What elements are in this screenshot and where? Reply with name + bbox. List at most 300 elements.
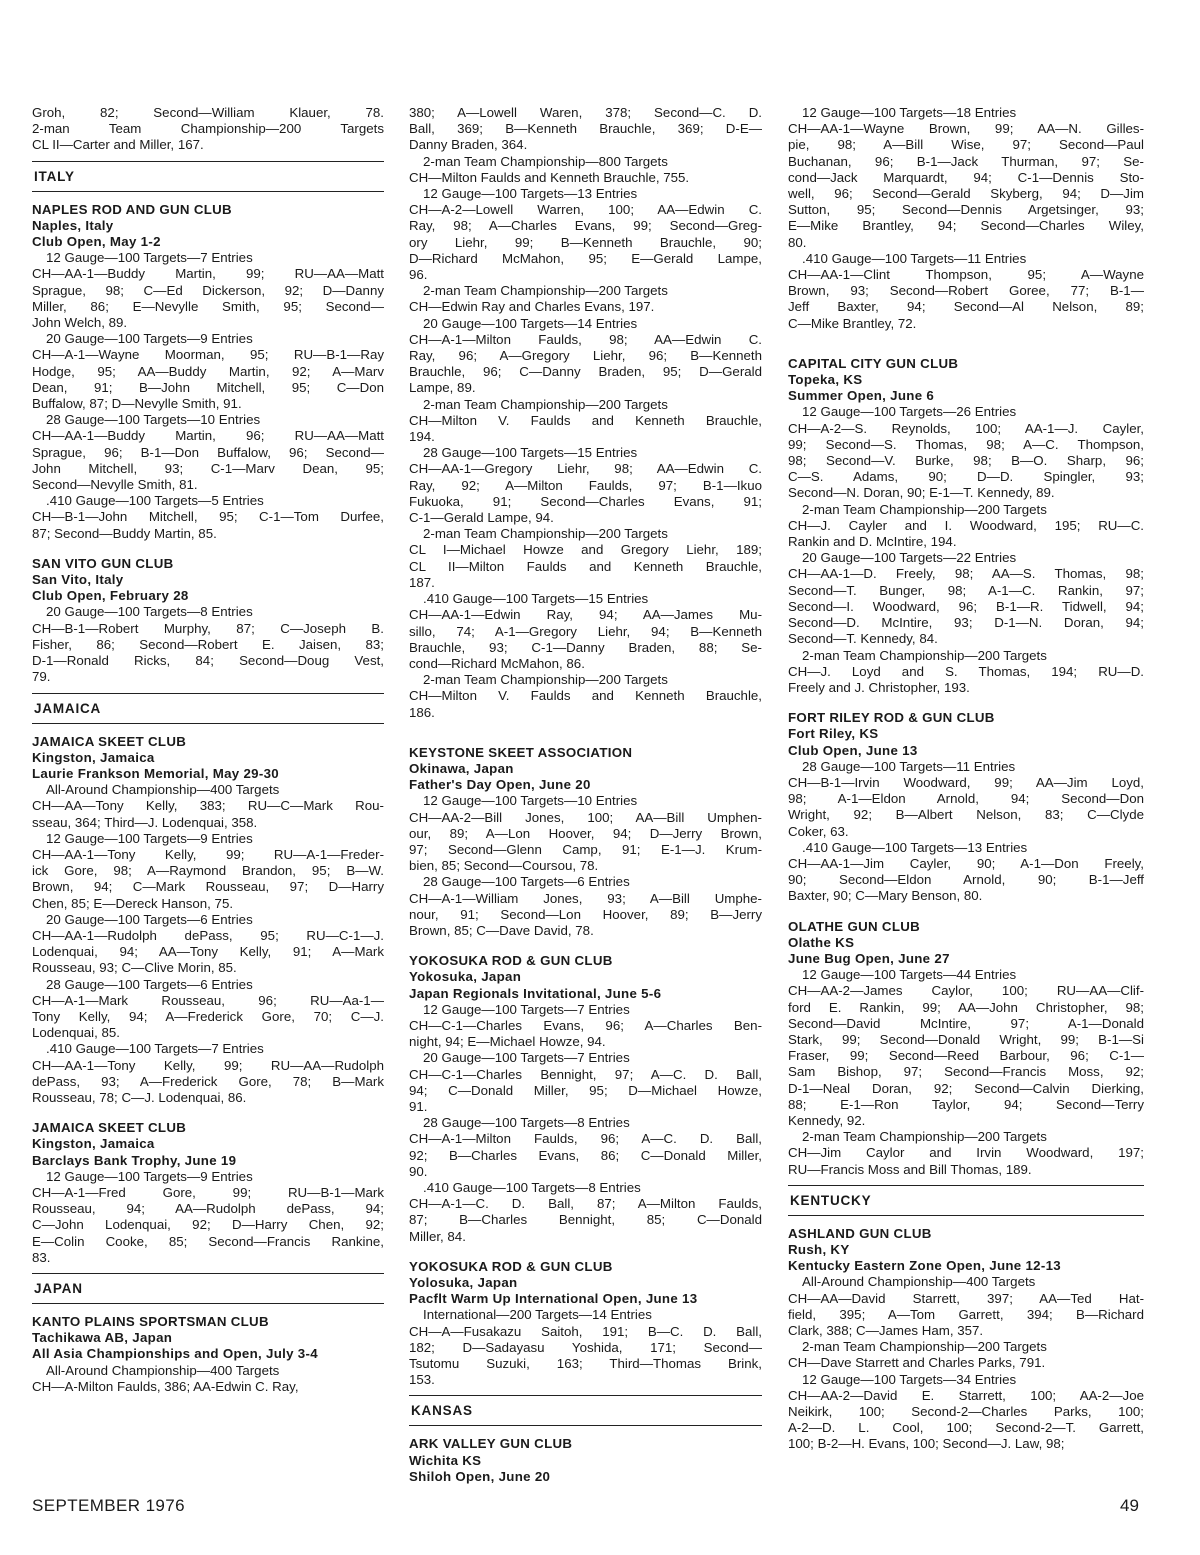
text-line: CH—Edwin Ray and Charles Evans, 197. — [409, 299, 655, 315]
text-line: CH—Dave Starrett and Charles Parks, 791. — [788, 1355, 1046, 1371]
results-paragraph — [788, 648, 1144, 697]
club-name: KEYSTONE SKEET ASSOCIATION — [409, 744, 633, 760]
text-line: CH—Milton V. Faulds and Kenneth Brauchle, — [409, 412, 762, 428]
text-line: Second—N. Doran, 90; E-1—T. Kennedy, 89. — [788, 485, 1055, 501]
text-line: Chen, 85; E—Dereck Hanson, 75. — [32, 895, 234, 911]
section-title: JAMAICA — [34, 700, 102, 716]
text-line: 28 Gauge—100 Targets—6 Entries — [423, 874, 630, 890]
section-header — [32, 161, 384, 192]
club-location: Topeka, KS — [788, 372, 863, 388]
text-line: Ray, 96; A—Gregory Liehr, 96; B—Kenneth — [409, 348, 762, 364]
results-paragraph — [32, 493, 384, 542]
section-header — [32, 693, 384, 724]
event-title: June Bug Open, June 27 — [788, 950, 950, 966]
text-line: 20 Gauge—100 Targets—22 Entries — [802, 550, 1017, 566]
results-paragraph — [32, 831, 384, 912]
text-line: 2-man Team Championship—200 Targets — [802, 1129, 1047, 1145]
club-name: YOKOSUKA ROD & GUN CLUB — [409, 953, 613, 969]
text-line: Tsutomu Suzuki, 163; Third—Thomas Brink, — [409, 1356, 762, 1372]
club-name: FORT RILEY ROD & GUN CLUB — [788, 710, 995, 726]
results-paragraph — [788, 1339, 1144, 1371]
results-paragraph — [409, 105, 762, 154]
results-paragraph — [788, 550, 1144, 647]
club-location: Naples, Italy — [32, 217, 114, 233]
club-name: KANTO PLAINS SPORTSMAN CLUB — [32, 1314, 269, 1329]
text-line: 153. — [409, 1372, 435, 1388]
club-heading — [409, 745, 762, 794]
text-line: CH—AA-2—James Caylor, 100; RU—AA—Clif- — [788, 983, 1144, 999]
text-line: 2-man Team Championship—200 Targets — [423, 396, 668, 412]
text-line: E—Colin Cooke, 85; Second—Francis Rankine, — [32, 1233, 384, 1249]
text-line: Second—D. McIntire, 93; D-1—N. Doran, 94; — [788, 615, 1144, 631]
results-paragraph — [32, 331, 384, 412]
event-title: Shiloh Open, June 20 — [409, 1468, 551, 1484]
text-line: 20 Gauge—100 Targets—6 Entries — [46, 911, 253, 927]
text-line: CL I—Michael Howze and Gregory Liehr, 189; — [409, 542, 762, 558]
text-line: ford E. Rankin, 99; AA—John Christopher, 98; — [788, 999, 1144, 1015]
spacer — [409, 939, 762, 953]
text-line: .410 Gauge—100 Targets—13 Entries — [802, 839, 1028, 855]
results-paragraph — [788, 1274, 1144, 1339]
text-line: CH—AA-1—Gregory Liehr, 98; AA—Edwin C. — [409, 461, 762, 477]
text-line: 80. — [788, 234, 807, 250]
text-line: 187. — [409, 574, 435, 590]
text-line: All-Around Championship—400 Targets — [802, 1274, 1036, 1290]
club-name: OLATHE GUN CLUB — [788, 918, 921, 934]
text-line: Fukuoka, 91; Second—Charles Evans, 91; — [409, 493, 762, 509]
event-title: Japan Regionals Invitational, June 5-6 — [409, 985, 662, 1001]
text-line: 90. — [409, 1163, 428, 1179]
text-line: 28 Gauge—100 Targets—8 Entries — [423, 1115, 630, 1131]
club-location: Yokosuka, Japan — [409, 969, 522, 985]
text-line: 12 Gauge—100 Targets—7 Entries — [46, 250, 253, 266]
text-line: Second—T. Bunger, 98; A-1—C. Rankin, 97; — [788, 582, 1144, 598]
club-name: JAMAICA SKEET CLUB — [32, 1120, 187, 1136]
event-title: All Asia Championships and Open, July 3-4 — [32, 1346, 318, 1362]
text-line: CH—AA-1—Tony Kelly, 99; RU—A-1—Freder- — [32, 846, 384, 862]
text-line: 12 Gauge—100 Targets—44 Entries — [802, 967, 1017, 983]
results-paragraph — [32, 1363, 384, 1395]
text-line: A-2—D. L. Cool, 100; Second-2—T. Garrett, — [788, 1420, 1144, 1436]
text-line: D-1—Neal Doran, 92; Second—Calvin Dierking, — [788, 1080, 1144, 1096]
text-line: field, 395; A—Tom Garrett, 394; B—Richard — [788, 1306, 1144, 1322]
results-paragraph — [409, 283, 762, 315]
results-paragraph — [788, 1372, 1144, 1453]
text-line: sillo, 74; A-1—Gregory Liehr, 94; B—Kenneth — [409, 623, 762, 639]
results-paragraph — [409, 1050, 762, 1115]
text-line: Danny Braden, 364. — [409, 137, 528, 153]
text-line: CH—B-1—Robert Murphy, 87; C—Joseph B. — [32, 620, 384, 636]
text-line: CL II—Carter and Miller, 167. — [32, 137, 204, 153]
results-paragraph — [32, 250, 384, 331]
text-line: 2-man Team Championship—200 Targets — [32, 121, 384, 137]
text-line: John Mitchell, 93; C-1—Marv Dean, 95; — [32, 460, 384, 476]
spacer — [409, 721, 762, 745]
results-paragraph — [32, 604, 384, 685]
section-rule-bottom — [32, 191, 384, 192]
text-line: Fisher, 86; Second—Robert E. Jaisen, 83; — [32, 636, 384, 652]
section-header — [409, 1395, 762, 1426]
text-line: 12 Gauge—100 Targets—9 Entries — [46, 830, 253, 846]
text-line: 2-man Team Championship—800 Targets — [423, 153, 668, 169]
text-line: CH—A-1—William Jones, 93; A—Bill Umphe- — [409, 890, 762, 906]
club-location: Kingston, Jamaica — [32, 1136, 155, 1152]
spacer — [788, 905, 1144, 919]
footer-date: SEPTEMBER 1976 — [32, 1496, 185, 1515]
text-line: Miller, 86; E—Nevylle Smith, 95; Second— — [32, 298, 384, 314]
text-line: Lodenquai, 94; AA—Tony Kelly, 91; A—Mark — [32, 944, 384, 960]
text-line: 194. — [409, 429, 435, 445]
club-location: Kingston, Jamaica — [32, 749, 155, 765]
text-line: 87; B—Charles Bennight, 85; C—Donald — [409, 1212, 762, 1228]
results-paragraph — [788, 251, 1144, 332]
text-line: CH—A-1—Milton Faulds, 98; AA—Edwin C. — [409, 331, 762, 347]
text-line: cond—Richard McMahon, 86. — [409, 655, 585, 671]
text-line: .410 Gauge—100 Targets—5 Entries — [46, 493, 264, 509]
section-rule-bottom — [788, 1215, 1144, 1216]
text-line: 12 Gauge—100 Targets—7 Entries — [423, 1001, 630, 1017]
text-line: 99; Second—S. Thomas, 98; A—C. Thompson, — [788, 436, 1144, 452]
results-paragraph — [409, 793, 762, 874]
text-line: International—200 Targets—14 Entries — [423, 1307, 652, 1323]
event-title: Pacflt Warm Up International Open, June 13 — [409, 1291, 698, 1307]
event-title: Club Open, February 28 — [32, 588, 189, 604]
text-line: CH—AA-1—Buddy Martin, 99; RU—AA—Matt — [32, 266, 384, 282]
text-line: Rankin and D. McIntire, 194. — [788, 534, 957, 550]
text-line: CH—J. Loyd and S. Thomas, 194; RU—D. — [788, 663, 1144, 679]
text-line: 2-man Team Championship—200 Targets — [423, 283, 668, 299]
text-line: CH—AA-1—D. Freely, 98; AA—S. Thomas, 98; — [788, 566, 1144, 582]
club-heading — [409, 1259, 762, 1308]
text-line: Second—T. Kennedy, 84. — [788, 631, 938, 647]
text-line: CH—C-1—Charles Evans, 96; A—Charles Ben- — [409, 1017, 762, 1033]
text-line: C—Mike Brantley, 72. — [788, 315, 917, 331]
text-line: D—Richard McMahon, 95; E—Gerald Lampe, — [409, 250, 762, 266]
text-line: 98; Second—V. Burke, 98; B—O. Sharp, 96; — [788, 453, 1144, 469]
text-line: 12 Gauge—100 Targets—13 Entries — [423, 186, 638, 202]
club-heading — [788, 1226, 1144, 1275]
text-line: 20 Gauge—100 Targets—8 Entries — [46, 604, 253, 620]
text-line: 2-man Team Championship—200 Targets — [802, 501, 1047, 517]
text-line: Wright, 92; B—Albert Nelson, 83; C—Clyde — [788, 807, 1144, 823]
text-line: CH—AA-2—David E. Starrett, 100; AA-2—Joe — [788, 1387, 1144, 1403]
text-line: Brauchle, 96; C—Danny Braden, 95; D—Gerald — [409, 364, 762, 380]
results-paragraph — [409, 316, 762, 397]
text-line: Brown, 85; C—Dave David, 78. — [409, 922, 594, 938]
event-title: Kentucky Eastern Zone Open, June 12-13 — [788, 1258, 1061, 1274]
results-paragraph — [409, 526, 762, 591]
text-line: CH—AA-1—Tony Kelly, 99; RU—AA—Rudolph — [32, 1057, 384, 1073]
results-paragraph — [32, 105, 384, 154]
club-name: JAMAICA SKEET CLUB — [32, 733, 187, 749]
text-line: CH—AA-1—Jim Cayler, 90; A-1—Don Freely, — [788, 855, 1144, 871]
text-line: Jeff Baxter, 94; Second—Al Nelson, 89; — [788, 299, 1144, 315]
club-name: SAN VITO GUN CLUB — [32, 555, 174, 571]
club-location: San Vito, Italy — [32, 572, 124, 588]
results-paragraph — [409, 397, 762, 446]
text-line: Sprague, 98; C—Ed Dickerson, 92; D—Danny — [32, 282, 384, 298]
event-title: Club Open, May 1-2 — [32, 234, 161, 250]
text-line: 28 Gauge—100 Targets—15 Entries — [423, 445, 638, 461]
text-line: CH—AA—Tony Kelly, 383; RU—C—Mark Rou- — [32, 798, 384, 814]
results-paragraph — [409, 672, 762, 721]
event-title: Summer Open, June 6 — [788, 388, 935, 404]
club-heading — [788, 356, 1144, 405]
text-line: 12 Gauge—100 Targets—10 Entries — [423, 793, 638, 809]
club-location: Tachikawa AB, Japan — [32, 1330, 173, 1346]
text-line: well, 96; Second—Gerald Skyberg, 94; D—Jim — [788, 186, 1144, 202]
club-location: Wichita KS — [409, 1452, 482, 1468]
text-line: 12 Gauge—100 Targets—34 Entries — [802, 1371, 1017, 1387]
results-paragraph — [788, 404, 1144, 501]
club-heading — [788, 919, 1144, 968]
text-line: 182; D—Sadayasu Yoshida, 171; Second— — [409, 1339, 762, 1355]
results-paragraph — [32, 782, 384, 831]
text-line: Neikirk, 100; Second-2—Charles Parks, 100; — [788, 1404, 1144, 1420]
spacer — [788, 696, 1144, 710]
text-line: Sutton, 95; Second—Dennis Argetsinger, 93; — [788, 202, 1144, 218]
text-line: 20 Gauge—100 Targets—9 Entries — [46, 331, 253, 347]
club-heading — [32, 556, 384, 605]
section-rule-bottom — [32, 723, 384, 724]
text-line: 28 Gauge—100 Targets—11 Entries — [802, 758, 1016, 774]
text-line: 98; A-1—Eldon Arnold, 94; Second—Don — [788, 791, 1144, 807]
text-line: Brown, 93; Second—Robert Goree, 77; B-1— — [788, 283, 1144, 299]
club-heading — [32, 1120, 384, 1169]
text-line: .410 Gauge—100 Targets—11 Entries — [802, 250, 1027, 266]
results-paragraph — [32, 1169, 384, 1266]
text-line: CH—A-1—Fred Gore, 99; RU—B-1—Mark — [32, 1184, 384, 1200]
section-title: ITALY — [34, 168, 75, 184]
text-line: Baxter, 90; C—Mary Benson, 80. — [788, 888, 983, 904]
text-line: Sprague, 96; B-1—Don Buffalow, 96; Second— — [32, 444, 384, 460]
club-heading — [32, 734, 384, 783]
text-line: 96. — [409, 267, 428, 283]
text-line: CH—A-2—S. Reynolds, 100; AA-1—J. Cayler, — [788, 420, 1144, 436]
results-paragraph — [409, 445, 762, 526]
text-line: CH—AA-2—Bill Jones, 100; AA—Bill Umphen- — [409, 809, 762, 825]
text-line: C-1—Gerald Lampe, 94. — [409, 510, 554, 526]
text-line: Miller, 84. — [409, 1228, 466, 1244]
results-paragraph — [788, 759, 1144, 840]
text-line: CH—AA-1—Rudolph dePass, 95; RU—C-1—J. — [32, 927, 384, 943]
text-line: CH—Milton V. Faulds and Kenneth Brauchle, — [409, 688, 762, 704]
results-paragraph — [409, 1180, 762, 1245]
text-line: Dean, 91; B—John Mitchell, 95; C—Don — [32, 379, 384, 395]
club-name: CAPITAL CITY GUN CLUB — [788, 355, 959, 371]
text-line: 92; B—Charles Evans, 86; C—Donald Miller, — [409, 1147, 762, 1163]
text-line: Ray, 92; A—Milton Faulds, 97; B-1—Ikuo — [409, 477, 762, 493]
club-location: Olathe KS — [788, 934, 855, 950]
spacer — [409, 1245, 762, 1259]
text-line: Kennedy, 92. — [788, 1112, 866, 1128]
results-paragraph — [788, 502, 1144, 551]
text-line: CH—A-2—Lowell Warren, 100; AA—Edwin C. — [409, 202, 762, 218]
text-line: CH—B-1—John Mitchell, 95; C-1—Tom Durfee, — [32, 509, 384, 525]
spacer — [32, 542, 384, 556]
text-line: 28 Gauge—100 Targets—6 Entries — [46, 976, 253, 992]
text-line: Clark, 388; C—James Ham, 357. — [788, 1323, 984, 1339]
club-name: YOKOSUKA ROD & GUN CLUB — [409, 1258, 613, 1274]
text-line: Second—David McIntire, 97; A-1—Donald — [788, 1015, 1144, 1031]
text-line: Stark, 99; Second—Donald Wright, 99; B-1—Si — [788, 1031, 1144, 1047]
results-paragraph — [788, 105, 1144, 251]
text-line: CH—B-1—Irvin Woodward, 99; AA—Jim Loyd, — [788, 774, 1144, 790]
club-heading — [32, 202, 384, 251]
event-title: Laurie Frankson Memorial, May 29-30 — [32, 765, 279, 781]
club-name: ARK VALLEY GUN CLUB — [409, 1436, 573, 1452]
section-rule-bottom — [32, 1303, 384, 1304]
text-line: CH—A-1—Wayne Moorman, 95; RU—B-1—Ray — [32, 347, 384, 363]
text-line: nour, 91; Second—Lon Hoover, 89; B—Jerry — [409, 906, 762, 922]
text-line: Freely and J. Christopher, 193. — [788, 679, 970, 695]
text-line: 91. — [409, 1098, 428, 1114]
text-line: Groh, 82; Second—William Klauer, 78. — [32, 105, 384, 120]
text-line: sseau, 364; Third—J. Lodenquai, 358. — [32, 814, 258, 830]
results-paragraph — [32, 977, 384, 1042]
text-line: ick Gore, 98; A—Raymond Brandon, 95; B—W. — [32, 863, 384, 879]
club-heading — [409, 953, 762, 1002]
text-line: 20 Gauge—100 Targets—7 Entries — [423, 1050, 630, 1066]
text-line: CH—C-1—Charles Bennight, 97; A—C. D. Ball, — [409, 1066, 762, 1082]
section-title: KANSAS — [411, 1403, 473, 1419]
text-line: CL II—Milton Faulds and Kenneth Brauchle, — [409, 558, 762, 574]
club-location: Okinawa, Japan — [409, 760, 514, 776]
text-line: Sam Bishop, 97; Second—Francis Moss, 92; — [788, 1064, 1144, 1080]
club-name: NAPLES ROD AND GUN CLUB — [32, 201, 232, 217]
text-line: CH—A-Milton Faulds, 386; AA-Edwin C. Ray, — [32, 1378, 299, 1394]
text-line: Second—I. Woodward, 96; B-1—R. Tidwell, 94; — [788, 598, 1144, 614]
text-line: CH—AA-1—Buddy Martin, 96; RU—AA—Matt — [32, 428, 384, 444]
text-line: 79. — [32, 669, 51, 685]
text-line: our, 89; A—Lon Hoover, 94; D—Jerry Brown, — [409, 825, 762, 841]
text-line: CH—A-1—C. D. Ball, 87; A—Milton Faulds, — [409, 1196, 762, 1212]
column-1 — [32, 105, 384, 1395]
text-line: 2-man Team Championship—200 Targets — [802, 647, 1047, 663]
text-line: 186. — [409, 704, 435, 720]
event-title: Father's Day Open, June 20 — [409, 777, 591, 793]
text-line: D-1—Ronald Ricks, 84; Second—Doug Vest, — [32, 653, 384, 669]
text-line: 12 Gauge—100 Targets—9 Entries — [46, 1168, 253, 1184]
text-line: CH—A—Fusakazu Saitoh, 191; B—C. D. Ball, — [409, 1323, 762, 1339]
results-paragraph — [409, 1002, 762, 1051]
text-line: CH—AA-1—Clint Thompson, 95; A—Wayne — [788, 267, 1144, 283]
text-line: 2-man Team Championship—200 Targets — [423, 526, 668, 542]
club-heading — [788, 710, 1144, 759]
section-title: JAPAN — [34, 1281, 83, 1296]
spacer — [788, 332, 1144, 356]
text-line: E—Mike Brantley, 94; Second—Charles Wiley, — [788, 218, 1144, 234]
text-line: C—John Lodenquai, 92; D—Harry Chen, 92; — [32, 1217, 384, 1233]
results-paragraph — [409, 874, 762, 939]
text-line: Buchanan, 96; B-1—Jack Thurman, 97; Se- — [788, 153, 1144, 169]
text-line: RU—Francis Moss and Bill Thomas, 189. — [788, 1161, 1032, 1177]
club-location: Yolosuka, Japan — [409, 1275, 518, 1291]
text-line: .410 Gauge—100 Targets—8 Entries — [423, 1180, 641, 1195]
results-paragraph — [788, 1129, 1144, 1178]
text-line: 2-man Team Championship—200 Targets — [802, 1339, 1047, 1355]
text-line: Lodenquai, 85. — [32, 1025, 120, 1041]
text-line: 88; E-1—Ron Taylor, 94; Second—Terry — [788, 1096, 1144, 1112]
text-line: 87; Second—Buddy Martin, 85. — [32, 525, 217, 541]
club-name: ASHLAND GUN CLUB — [788, 1225, 932, 1241]
text-line: Brown, 94; C—Mark Rousseau, 97; D—Harry — [32, 879, 384, 895]
results-paragraph — [409, 186, 762, 283]
club-heading — [409, 1436, 762, 1485]
spacer — [32, 1106, 384, 1120]
section-header — [788, 1185, 1144, 1216]
column-2 — [409, 105, 762, 1485]
results-paragraph — [32, 912, 384, 977]
club-location: Fort Riley, KS — [788, 726, 879, 742]
text-line: 83. — [32, 1249, 51, 1265]
text-line: 90; Second—Eldon Arnold, 90; B-1—Jeff — [788, 872, 1144, 888]
text-line: CH—A-1—Mark Rousseau, 96; RU—Aa-1— — [32, 992, 384, 1008]
text-line: CH—A-1—Milton Faulds, 96; A—C. D. Ball, — [409, 1131, 762, 1147]
text-line: CH—AA—David Starrett, 397; AA—Ted Hat- — [788, 1290, 1144, 1306]
page-number: 49 — [1120, 1496, 1139, 1515]
text-line: Brauchle, 93; C-1—Danny Braden, 88; Se- — [409, 639, 762, 655]
text-line: 28 Gauge—100 Targets—10 Entries — [46, 412, 261, 428]
text-line: 20 Gauge—100 Targets—14 Entries — [423, 315, 638, 331]
text-line: 94; C—Donald Miller, 95; D—Michael Howze, — [409, 1082, 762, 1098]
text-line: Ray, 98; A—Charles Evans, 99; Second—Greg- — [409, 218, 762, 234]
section-rule-bottom — [409, 1425, 762, 1426]
results-paragraph — [409, 1307, 762, 1388]
text-line: .410 Gauge—100 Targets—7 Entries — [46, 1041, 264, 1057]
text-line: Rousseau, 78; C—J. Lodenquai, 86. — [32, 1089, 247, 1105]
text-line: CH—AA-1—Edwin Ray, 94; AA—James Mu- — [409, 607, 762, 623]
text-line: Lampe, 89. — [409, 380, 476, 396]
club-heading — [32, 1314, 384, 1363]
text-line: CH—Milton Faulds and Kenneth Brauchle, 755. — [409, 169, 690, 185]
results-paragraph — [409, 1115, 762, 1180]
text-line: CH—AA-1—Wayne Brown, 99; AA—N. Gilles- — [788, 121, 1144, 137]
text-line: dePass, 93; A—Frederick Gore, 78; B—Mark — [32, 1073, 384, 1089]
results-paragraph — [788, 840, 1144, 905]
text-line: Rousseau, 94; AA—Rudolph dePass, 94; — [32, 1201, 384, 1217]
text-line: 12 Gauge—100 Targets—26 Entries — [802, 404, 1017, 420]
text-line: cond—Jack Marquardt, 94; C-1—Dennis Sto- — [788, 169, 1144, 185]
text-line: 2-man Team Championship—200 Targets — [423, 672, 668, 688]
text-line: Ball, 369; B—Kenneth Brauchle, 369; D-E— — [409, 121, 762, 137]
text-line: Fraser, 99; Second—Reed Barbour, 96; C-1— — [788, 1048, 1144, 1064]
text-line: Second—Nevylle Smith, 81. — [32, 477, 198, 493]
results-paragraph — [409, 591, 762, 672]
text-line: CH—J. Cayler and I. Woodward, 195; RU—C. — [788, 517, 1144, 533]
text-line: C—S. Adams, 90; D—D. Spingler, 93; — [788, 469, 1144, 485]
results-paragraph — [409, 154, 762, 186]
club-location: Rush, KY — [788, 1242, 850, 1257]
text-line: Coker, 63. — [788, 823, 849, 839]
text-line: Hodge, 95; AA—Buddy Martin, 92; A—Marv — [32, 363, 384, 379]
results-paragraph — [32, 412, 384, 493]
text-line: All-Around Championship—400 Targets — [46, 782, 280, 798]
text-line: .410 Gauge—100 Targets—15 Entries — [423, 591, 649, 607]
text-line: pie, 98; A—Bill Wise, 97; Second—Paul — [788, 137, 1144, 153]
text-line: CH—Jim Caylor and Irvin Woodward, 197; — [788, 1145, 1144, 1161]
text-line: Tony Kelly, 94; A—Frederick Gore, 70; C—J. — [32, 1008, 384, 1024]
text-line: 12 Gauge—100 Targets—18 Entries — [802, 105, 1017, 120]
section-title: KENTUCKY — [790, 1192, 872, 1208]
section-header — [32, 1273, 384, 1304]
text-line: ory Liehr, 99; B—Kenneth Brauchle, 90; — [409, 234, 762, 250]
text-line: night, 94; E—Michael Howze, 94. — [409, 1034, 606, 1050]
text-line: 380; A—Lowell Waren, 378; Second—C. D. — [409, 105, 762, 120]
column-3 — [788, 105, 1144, 1453]
text-line: 100; B-2—H. Evans, 100; Second—J. Law, 98; — [788, 1436, 1065, 1452]
text-line: Buffalow, 87; D—Nevylle Smith, 91. — [32, 396, 242, 412]
